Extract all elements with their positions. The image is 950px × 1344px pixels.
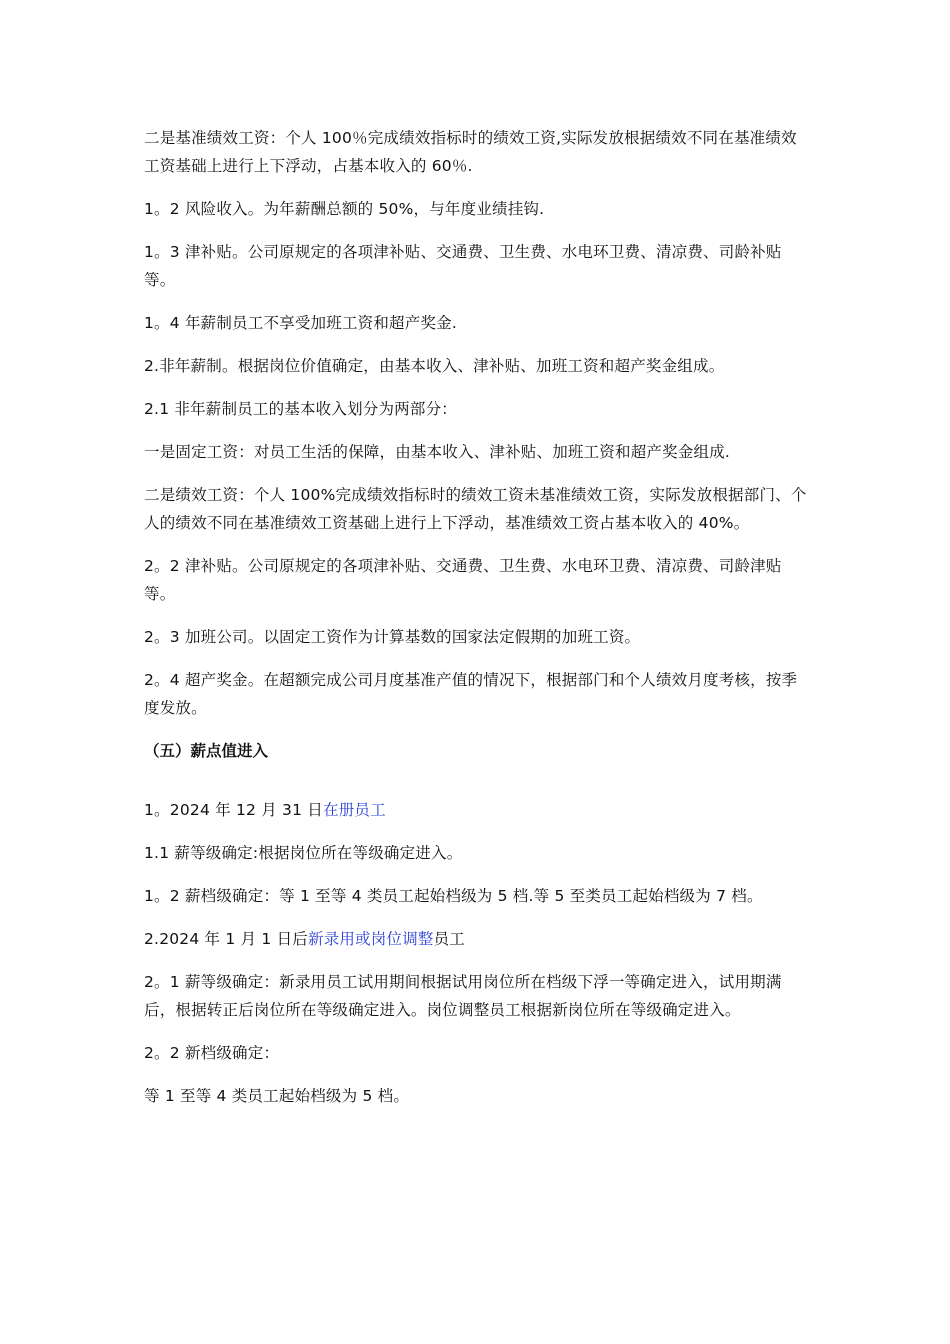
section-heading: （五）薪点值进入	[144, 742, 269, 760]
new-hire-adjustment-link[interactable]: 新录用或岗位调整	[308, 930, 434, 948]
paragraph-new-salary-level: 2。2 新档级确定：	[144, 1044, 280, 1062]
paragraph-overtime: 2。3 加班公司。以固定工资作为计算基数的国家法定假期的加班工资。	[144, 628, 641, 646]
paragraph-risk-income: 1。2 风险收入。为年薪酬总额的 50%，与年度业绩挂钩.	[144, 200, 545, 218]
registered-staff-link[interactable]: 在册员工	[323, 801, 386, 819]
paragraph-salary-level: 1。2 薪档级确定：等 1 至等 4 类员工起始档级为 5 档.等 5 至类员工起始档级为 7 档。	[144, 887, 763, 905]
paragraph-fixed-wage: 一是固定工资：对员工生活的保障，由基本收入、津补贴、加班工资和超产奖金组成.	[144, 443, 731, 461]
paragraph-basic-income-split: 2.1 非年薪制员工的基本收入划分为两部分：	[144, 400, 457, 418]
new-staff-date-text: 2.2024 年 1 月 1 日后	[144, 930, 308, 948]
paragraph-allowance: 1。3 津补贴。公司原规定的各项津补贴、交通费、卫生费、水电环卫费、清凉费、司龄补贴等。	[144, 243, 782, 289]
paragraph-performance-pay: 二是基准绩效工资：个人 100％完成绩效指标时的绩效工资,实际发放根据绩效不同在基准绩效工资基础上进行上下浮动，占基本收入的 60％.	[144, 129, 797, 175]
paragraph-no-overtime: 1。4 年薪制员工不享受加班工资和超产奖金.	[144, 314, 457, 332]
paragraph-salary-grade: 1.1 薪等级确定:根据岗位所在等级确定进入。	[144, 844, 463, 862]
paragraph-non-annual-salary: 2.非年薪制。根据岗位价值确定，由基本收入、津补贴、加班工资和超产奖金组成。	[144, 357, 725, 375]
new-staff-suffix: 员工	[433, 930, 466, 948]
paragraph-registered-staff	[144, 796, 808, 824]
registered-date-text: 1。2024 年 12 月 31 日	[144, 801, 323, 819]
paragraph-new-staff	[144, 925, 808, 953]
paragraph-new-salary-grade: 2。1 薪等级确定：新录用员工试用期间根据试用岗位所在档级下浮一等确定进入，试用期满后，根据转正后岗位所在等级确定进入。岗位调整员工根据新岗位所在等级确定进入。	[144, 973, 782, 1019]
paragraph-allowance-2: 2。2 津补贴。公司原规定的各项津补贴、交通费、卫生费、水电环卫费、清凉费、司龄津贴等。	[144, 557, 782, 603]
paragraph-bonus: 2。4 超产奖金。在超额完成公司月度基准产值的情况下，根据部门和个人绩效月度考核，按季度发放。	[144, 671, 798, 717]
paragraph-performance-wage: 二是绩效工资：个人 100%完成绩效指标时的绩效工资未基准绩效工资，实际发放根据部门、个人的绩效不同在基准绩效工资基础上进行上下浮动，基准绩效工资占基本收入的 40%。	[144, 486, 807, 532]
paragraph-start-level: 等 1 至等 4 类员工起始档级为 5 档。	[144, 1087, 410, 1105]
document-body	[144, 124, 808, 1125]
